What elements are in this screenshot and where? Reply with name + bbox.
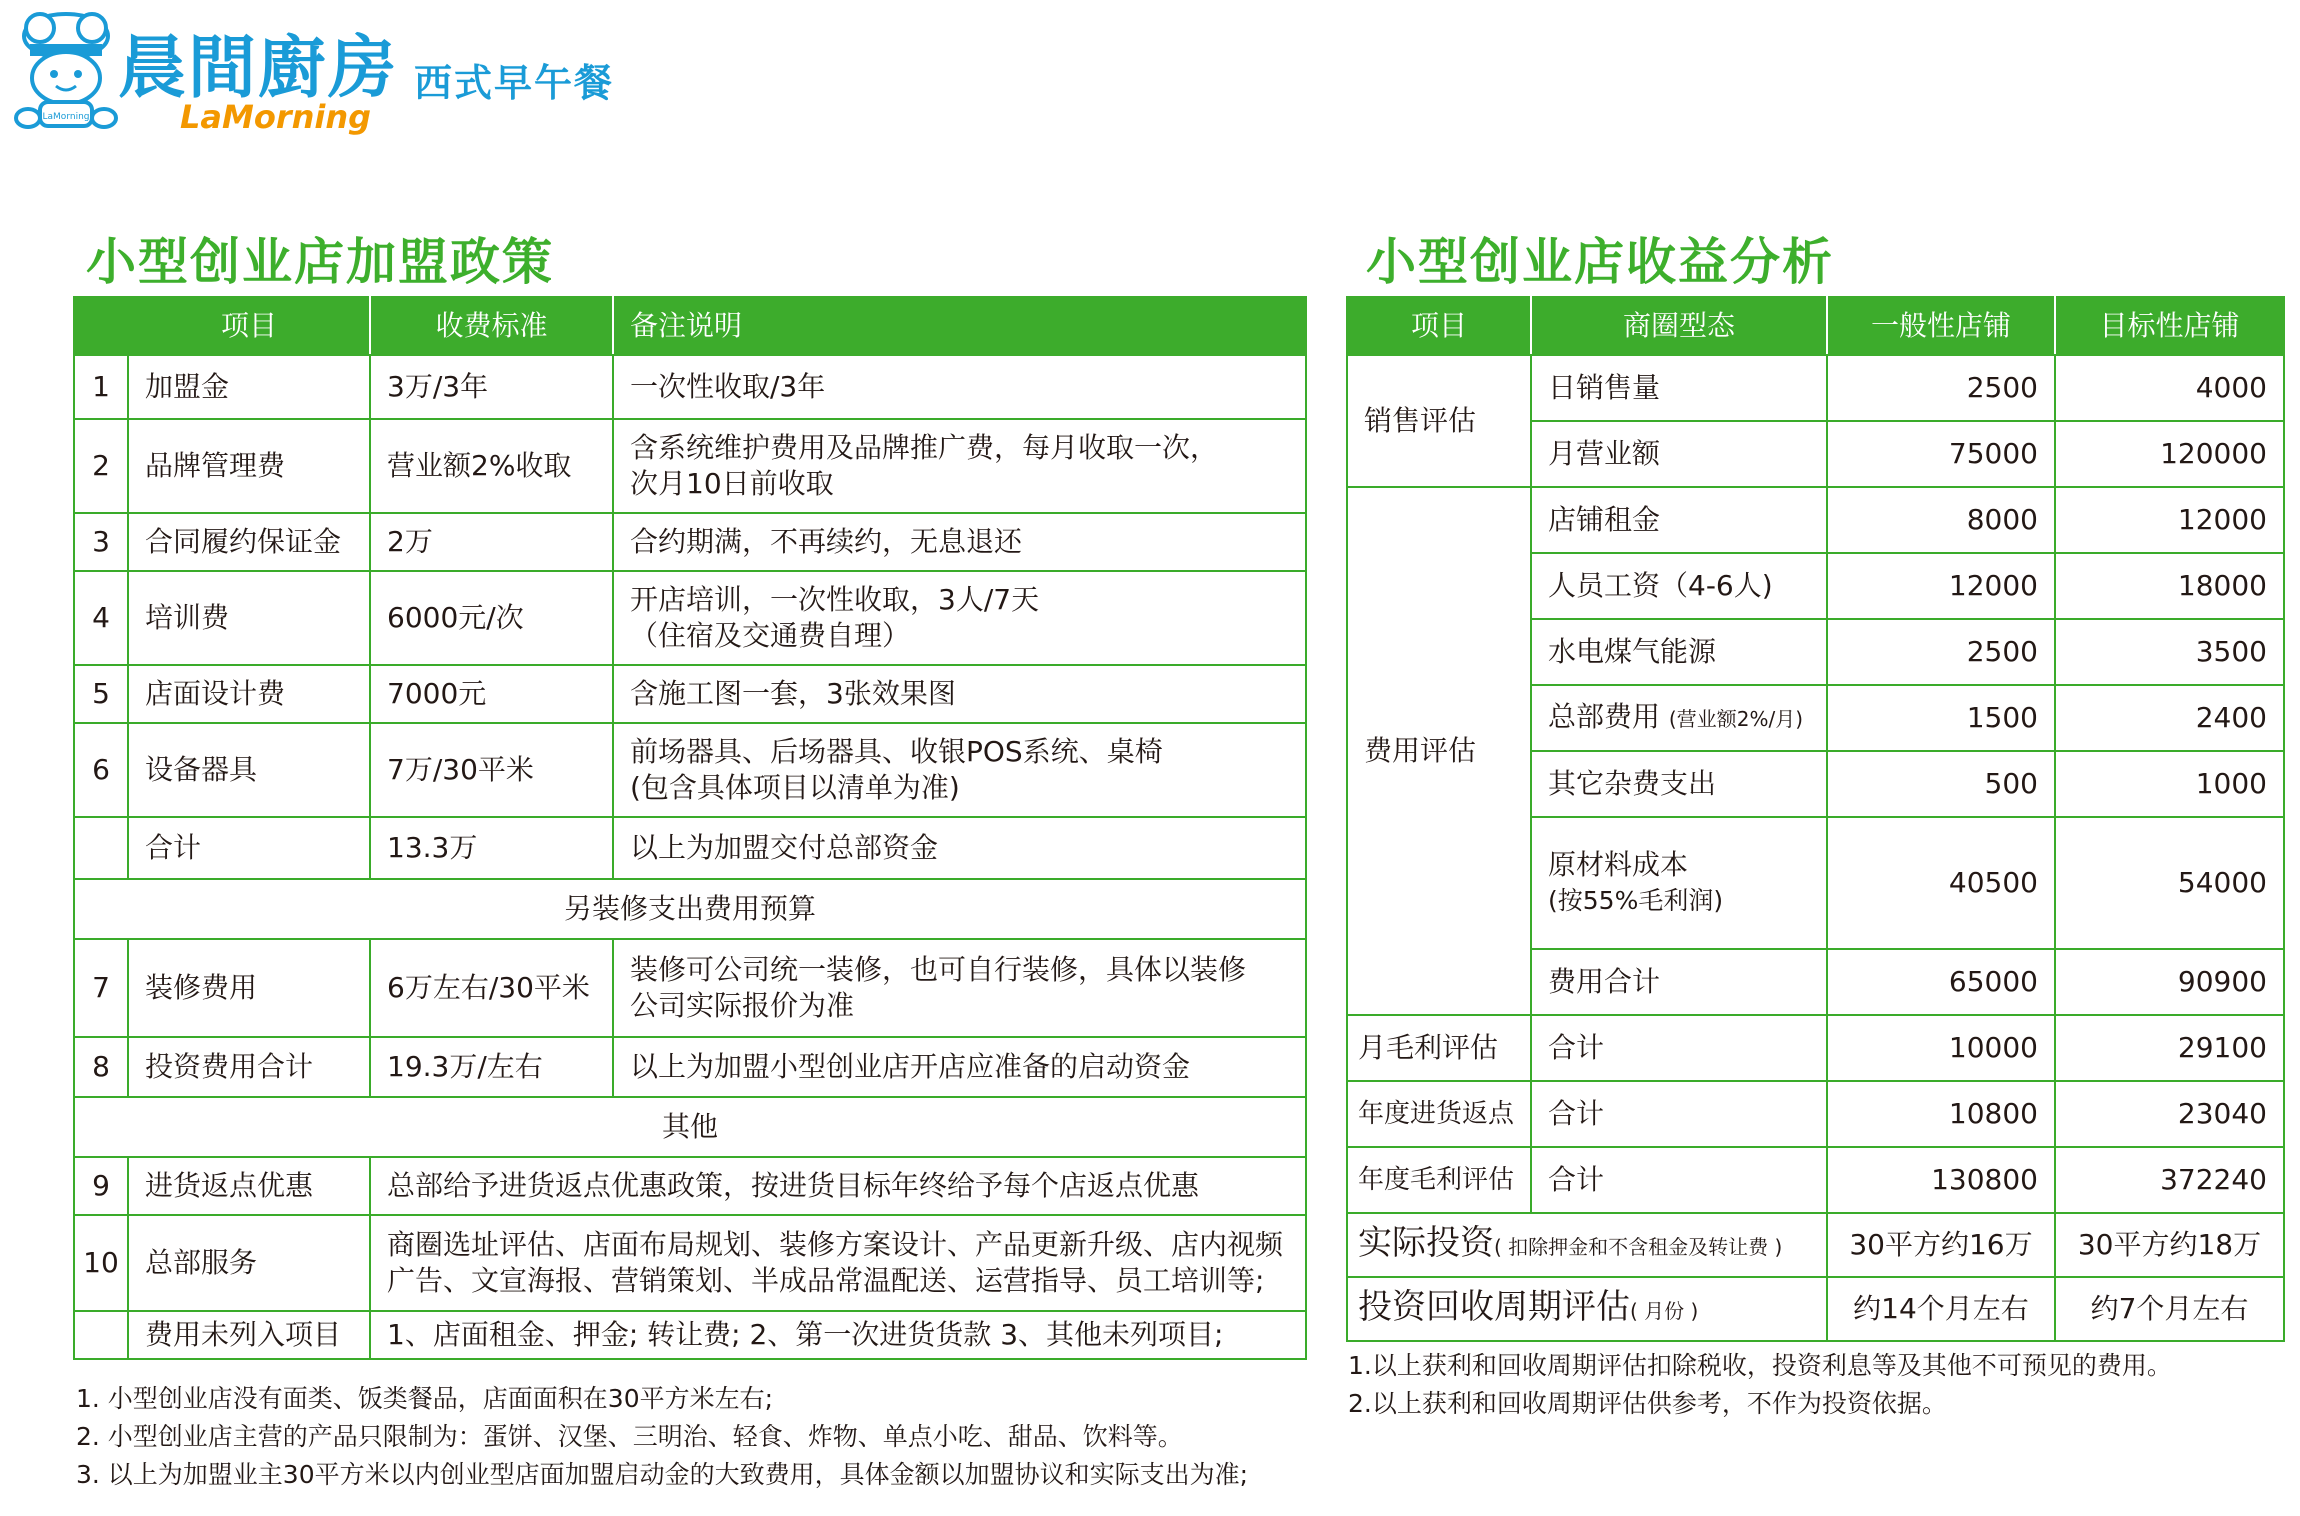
general-value: 30平方约16万 (1827, 1213, 2055, 1277)
general-value: 75000 (1827, 421, 2055, 487)
brand-name-cn: 晨間廚房 (118, 29, 399, 108)
general-value: 40500 (1827, 817, 2055, 949)
target-value: 3500 (2055, 619, 2284, 685)
target-value: 54000 (2055, 817, 2284, 949)
row-item: 投资费用合计 (128, 1037, 370, 1097)
general-value: 10000 (1827, 1015, 2055, 1081)
row-item: 品牌管理费 (128, 419, 370, 513)
row-note (613, 419, 1306, 513)
general-value: 130800 (1827, 1147, 2055, 1213)
brand-name-en: LaMorning (180, 98, 372, 136)
revenue-header-target: 目标性店铺 (2055, 297, 2284, 355)
target-value: 372240 (2055, 1147, 2284, 1213)
row-item: 水电煤气能源 (1531, 619, 1827, 685)
table-row (74, 419, 1306, 513)
payback-row (1347, 1277, 2284, 1341)
brand-tagline: 西式早午餐 (414, 61, 615, 105)
general-value: 1500 (1827, 685, 2055, 751)
note-line: 2. 小型创业店主营的产品只限制为：蛋饼、汉堡、三明治、轻食、炸物、单点小吃、甜品、饮料等。 (76, 1422, 1183, 1451)
policy-header-row (74, 297, 1306, 355)
table-row (74, 1215, 1306, 1311)
revenue-notes (1348, 1347, 2172, 1423)
section-other-label: 其他 (74, 1097, 1306, 1157)
row-item: 费用未列入项目 (128, 1311, 370, 1359)
policy-table (73, 296, 1307, 1360)
investment-title: 实际投资 (1358, 1223, 1494, 1263)
row-item (1531, 817, 1827, 949)
row-number (74, 817, 128, 879)
row-note (613, 939, 1306, 1037)
row-fee: 6万左右/30平米 (370, 939, 613, 1037)
policy-notes (76, 1380, 1248, 1494)
category-label: 年度毛利评估 (1347, 1147, 1531, 1213)
target-value: 29100 (2055, 1015, 2284, 1081)
row-note: 以上为加盟交付总部资金 (613, 817, 1306, 879)
row-fee: 13.3万 (370, 817, 613, 879)
item-note: (按55%毛利润) (1548, 886, 1724, 915)
section-row (74, 1097, 1306, 1157)
chef-mascot-icon (10, 10, 122, 132)
general-value: 2500 (1827, 619, 2055, 685)
row-number: 1 (74, 355, 128, 419)
table-row (1347, 1081, 2284, 1147)
table-row (1347, 1147, 2284, 1213)
table-row (74, 817, 1306, 879)
revenue-header-row (1347, 297, 2284, 355)
note-line: (包含具体项目以清单为准) (630, 771, 960, 804)
row-item (1531, 685, 1827, 751)
note-line: 3. 以上为加盟业主30平方米以内创业型店面加盟启动金的大致费用，具体金额以加盟协议和实际支出为准; (76, 1460, 1249, 1489)
investment-row (1347, 1213, 2284, 1277)
payback-title: 投资回收周期评估 (1358, 1287, 1630, 1327)
general-value: 2500 (1827, 355, 2055, 421)
table-row (74, 939, 1306, 1037)
row-item: 人员工资（4-6人) (1531, 553, 1827, 619)
note-line: 次月10日前收取 (630, 467, 834, 500)
note-line: 1. 小型创业店没有面类、饭类餐品，店面面积在30平方米左右; (76, 1384, 774, 1413)
row-note: 合约期满，不再续约，无息退还 (613, 513, 1306, 571)
row-item: 其它杂费支出 (1531, 751, 1827, 817)
policy-header-item: 项目 (128, 297, 370, 355)
payback-label (1347, 1277, 1827, 1341)
investment-note: ( 扣除押金和不含租金及转让费 ) (1494, 1235, 1783, 1259)
row-item: 装修费用 (128, 939, 370, 1037)
row-item: 设备器具 (128, 723, 370, 817)
row-note: 总部给予进货返点优惠政策，按进货目标年终给予每个店返点优惠 (370, 1157, 1306, 1215)
target-value: 120000 (2055, 421, 2284, 487)
row-fee: 7万/30平米 (370, 723, 613, 817)
note-line: 装修可公司统一装修，也可自行装修，具体以装修 (630, 953, 1247, 986)
row-item: 费用合计 (1531, 949, 1827, 1015)
target-value: 2400 (2055, 685, 2284, 751)
item-label: 原材料成本 (1548, 848, 1689, 881)
investment-label (1347, 1213, 1827, 1277)
target-value: 90900 (2055, 949, 2284, 1015)
table-row (1347, 487, 2284, 553)
section-row (74, 879, 1306, 939)
payback-note: ( 月份 ) (1630, 1299, 1699, 1323)
policy-title: 小型创业店加盟政策 (86, 233, 554, 291)
row-number: 6 (74, 723, 128, 817)
row-note: 含施工图一套，3张效果图 (613, 665, 1306, 723)
table-row (74, 1037, 1306, 1097)
row-note: 以上为加盟小型创业店开店应准备的启动资金 (613, 1037, 1306, 1097)
note-line: 开店培训，一次性收取，3人/7天 (630, 583, 1040, 616)
row-item: 进货返点优惠 (128, 1157, 370, 1215)
row-number: 2 (74, 419, 128, 513)
row-number: 8 (74, 1037, 128, 1097)
brand-logo (10, 10, 650, 135)
category-label: 销售评估 (1347, 355, 1531, 487)
target-value: 18000 (2055, 553, 2284, 619)
target-value: 30平方约18万 (2055, 1213, 2284, 1277)
general-value: 8000 (1827, 487, 2055, 553)
mascot-badge: LaMorning (42, 112, 90, 122)
note-line: 广告、文宣海报、营销策划、半成品常温配送、运营指导、员工培训等; (387, 1264, 1265, 1297)
section-renovation-label: 另装修支出费用预算 (74, 879, 1306, 939)
row-number: 7 (74, 939, 128, 1037)
note-line: 2.以上获利和回收周期评估供参考，不作为投资依据。 (1348, 1389, 1947, 1418)
row-number (74, 1311, 128, 1359)
row-number: 9 (74, 1157, 128, 1215)
row-note (613, 571, 1306, 665)
revenue-title: 小型创业店收益分析 (1366, 233, 1834, 291)
target-value: 12000 (2055, 487, 2284, 553)
row-fee: 6000元/次 (370, 571, 613, 665)
table-row (74, 571, 1306, 665)
row-note (613, 723, 1306, 817)
item-note: (营业额2%/月) (1668, 707, 1803, 731)
row-note: 一次性收取/3年 (613, 355, 1306, 419)
table-row (74, 1311, 1306, 1359)
row-item: 店面设计费 (128, 665, 370, 723)
row-fee: 19.3万/左右 (370, 1037, 613, 1097)
row-fee: 3万/3年 (370, 355, 613, 419)
table-row (1347, 1015, 2284, 1081)
note-line: （住宿及交通费自理） (630, 619, 911, 652)
row-item: 总部服务 (128, 1215, 370, 1311)
row-item: 合计 (1531, 1147, 1827, 1213)
item-label: 总部费用 (1548, 700, 1661, 733)
general-value: 65000 (1827, 949, 2055, 1015)
row-item: 合同履约保证金 (128, 513, 370, 571)
row-item: 月营业额 (1531, 421, 1827, 487)
category-label: 年度进货返点 (1347, 1081, 1531, 1147)
row-number: 4 (74, 571, 128, 665)
row-number: 5 (74, 665, 128, 723)
note-line: 商圈选址评估、店面布局规划、装修方案设计、产品更新升级、店内视频 (387, 1228, 1284, 1261)
row-item: 日销售量 (1531, 355, 1827, 421)
policy-header-note: 备注说明 (613, 297, 1306, 355)
note-line: 公司实际报价为准 (630, 989, 855, 1022)
table-row (74, 665, 1306, 723)
target-value: 23040 (2055, 1081, 2284, 1147)
note-line: 含系统维护费用及品牌推广费，每月收取一次， (630, 431, 1219, 464)
row-fee: 7000元 (370, 665, 613, 723)
revenue-header-general: 一般性店铺 (1827, 297, 2055, 355)
revenue-header-area: 商圈型态 (1531, 297, 1827, 355)
row-item: 加盟金 (128, 355, 370, 419)
general-value: 10800 (1827, 1081, 2055, 1147)
category-label: 月毛利评估 (1347, 1015, 1531, 1081)
target-value: 4000 (2055, 355, 2284, 421)
policy-header-fee: 收费标准 (370, 297, 613, 355)
row-number: 10 (74, 1215, 128, 1311)
general-value: 约14个月左右 (1827, 1277, 2055, 1341)
category-label: 费用评估 (1347, 487, 1531, 1015)
row-number: 3 (74, 513, 128, 571)
table-row (1347, 355, 2284, 421)
note-line: 前场器具、后场器具、收银POS系统、桌椅 (630, 735, 1163, 768)
note-line: 1.以上获利和回收周期评估扣除税收，投资利息等及其他不可预见的费用。 (1348, 1351, 2172, 1380)
revenue-header-item: 项目 (1347, 297, 1531, 355)
row-item: 店铺租金 (1531, 487, 1827, 553)
row-item: 合计 (1531, 1015, 1827, 1081)
revenue-table (1346, 296, 2285, 1342)
row-fee: 营业额2%收取 (370, 419, 613, 513)
general-value: 12000 (1827, 553, 2055, 619)
row-item: 合计 (128, 817, 370, 879)
target-value: 1000 (2055, 751, 2284, 817)
row-note: 1、店面租金、押金; 转让费; 2、第一次进货货款 3、其他未列项目; (370, 1311, 1306, 1359)
general-value: 500 (1827, 751, 2055, 817)
table-row (74, 355, 1306, 419)
row-fee: 2万 (370, 513, 613, 571)
row-item: 培训费 (128, 571, 370, 665)
row-note (370, 1215, 1306, 1311)
row-item: 合计 (1531, 1081, 1827, 1147)
table-row (74, 1157, 1306, 1215)
table-row (74, 723, 1306, 817)
table-row (74, 513, 1306, 571)
target-value: 约7个月左右 (2055, 1277, 2284, 1341)
